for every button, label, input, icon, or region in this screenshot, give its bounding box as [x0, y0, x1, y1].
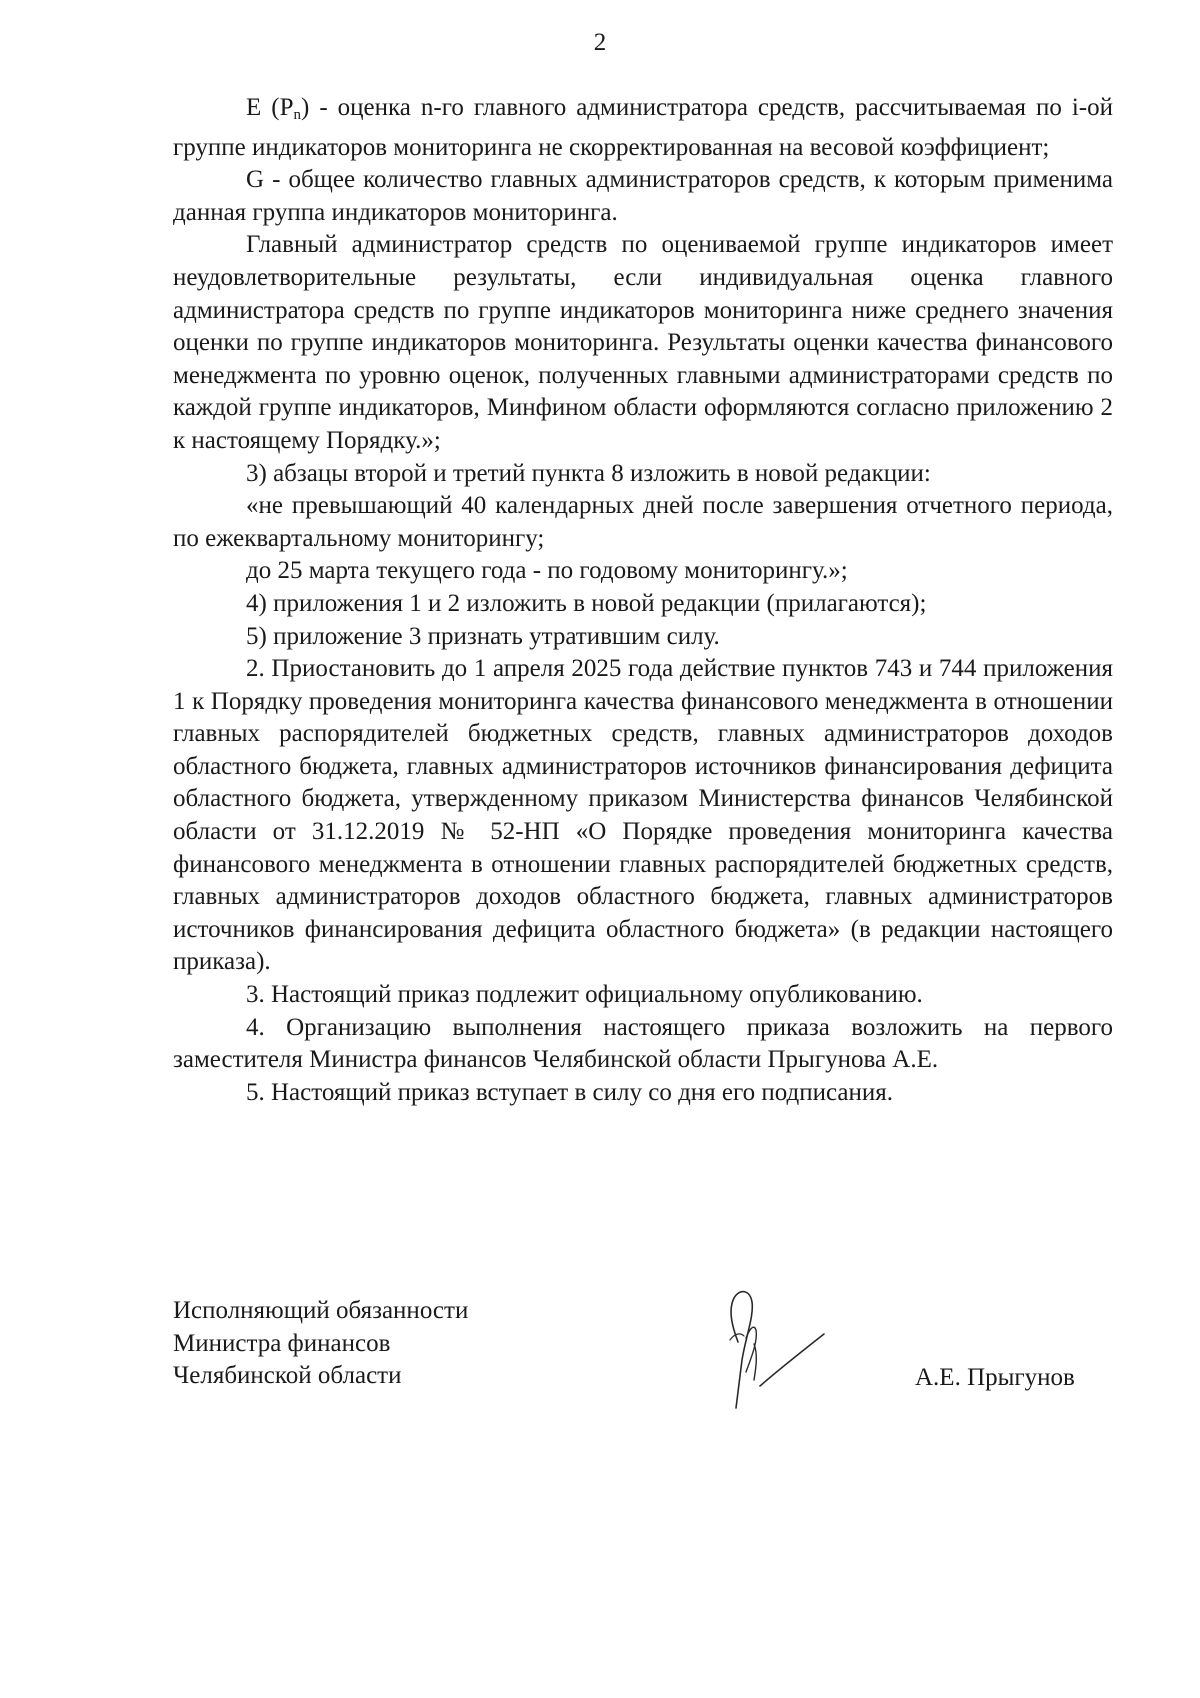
paragraph-quarterly-deadline: «не превышающий 40 календарных дней после завершения отчетного периода, по ежеквартальному мониторингу;: [173, 492, 1113, 552]
signatory-title-line-3: Челябинской области: [173, 1362, 402, 1390]
paragraph-item-3: 3) абзацы второй и третий пункта 8 изложить в новой редакции:: [246, 459, 931, 487]
paragraph-annual-deadline: до 25 марта текущего года - по годовому мониторингу.»;: [246, 557, 848, 585]
paragraph-section-4: 4. Организацию выполнения настоящего приказа возложить на первого заместителя Министра финансов Челябинской области Прыгунова А.Е.: [173, 1013, 1113, 1074]
paragraph-section-2: 2. Приостановить до 1 апреля 2025 года действие пунктов 743 и 744 приложения 1 к Порядку проведения мониторинга качества финансового менеджмента в отношении главных распорядителей бюджетных средств, главных администраторов доходов областного бюджета, главных администраторов источников финансирования дефицита областного бюджета, утвержденному приказом Министерства финансов Челябинской области от 31.12.2019 № 52-НП «О Порядке проведения мониторинга качества финансового менеджмента в отношении главных распорядителей бюджетных средств, главных администраторов доходов областного бюджета, главных администраторов источников финансирования дефицита областного бюджета» (в редакции настоящего приказа).: [173, 655, 1113, 976]
paragraph-item-5: 5) приложение 3 признать утратившим силу.: [246, 622, 720, 650]
signatory-title-line-2: Министра финансов: [173, 1329, 391, 1357]
paragraph-g-definition: G - общее количество главных администраторов средств, к которым применима данная группа индикаторов мониторинга.: [173, 166, 1113, 226]
paragraph-unsatisfactory-results: Главный администратор средств по оцениваемой группе индикаторов имеет неудовлетворительные результаты, если индивидуальная оценка главного администратора средств по группе индикаторов мониторинга ниже среднего значения оценки по группе индикаторов мониторинга. Результаты оценки качества финансового менеджмента по уровню оценок, полученных главными администраторами средств по каждой группе индикаторов, Минфином области оформляются согласно приложению 2 к настоящему Порядку.»;: [173, 231, 1113, 454]
handwritten-signature: [700, 1280, 830, 1420]
document-body: [173, 92, 1113, 1109]
paragraph-section-3: 3. Настоящий приказ подлежит официальному опубликованию.: [246, 981, 923, 1009]
formula-subscript: n: [293, 107, 301, 123]
paragraph-e-pn-definition: [173, 92, 1113, 164]
signatory-title-line-1: Исполняющий обязанности: [173, 1297, 469, 1324]
formula-prefix: E (P: [246, 94, 294, 121]
paragraph-item-4: 4) приложения 1 и 2 изложить в новой редакции (прилагаются);: [246, 589, 927, 617]
formula-suffix: ) - оценка n-го главного администратора средств, рассчитываемая по i-ой группе индикаторов мониторинга не скорректированная на весовой коэффициент;: [173, 94, 1113, 161]
paragraph-section-5: 5. Настоящий приказ вступает в силу со дня его подписания.: [246, 1078, 894, 1106]
signatory-title: [173, 1295, 553, 1393]
page-number: 2: [593, 29, 607, 56]
signatory-name: А.Е. Прыгунов: [915, 1364, 1075, 1391]
